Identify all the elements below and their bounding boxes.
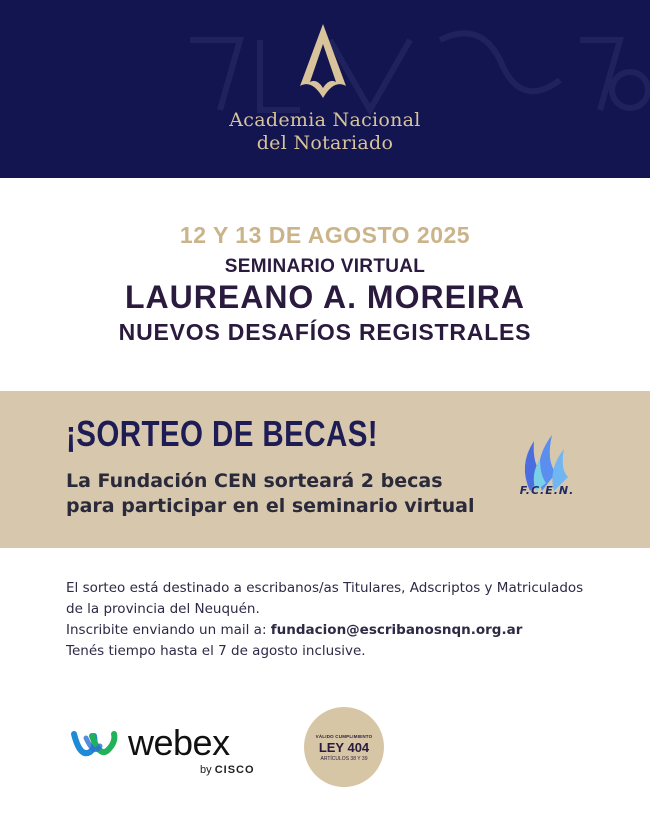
webex-logo (70, 722, 270, 782)
org-name-line2: del Notariado (256, 132, 394, 154)
seal-main-text: LEY 404 (318, 740, 370, 755)
raffle-description-line1: La Fundación CEN sorteará 2 becas (66, 470, 443, 492)
law-404-seal (304, 707, 384, 787)
raffle-title: ¡SORTEO DE BECAS! (66, 413, 379, 454)
info-line: de la provincia del Neuquén. (66, 601, 260, 617)
info-email-prefix: Inscribite enviando un mail a: (66, 622, 271, 638)
info-line: El sorteo está destinado a escribanos/as Titulares, Adscriptos y Matriculados (66, 580, 584, 596)
event-section (0, 178, 650, 391)
speaker-name: LAUREANO A. MOREIRA (124, 279, 526, 315)
info-line: Tenés tiempo hasta el 7 de agosto inclusive. (66, 643, 366, 659)
webex-by-cisco (200, 764, 255, 776)
cisco-label: CISCO (214, 764, 255, 776)
event-kind: SEMINARIO VIRTUAL (224, 256, 426, 277)
webex-by: by (200, 764, 212, 776)
event-topic: NUEVOS DESAFÍOS REGISTRALES (118, 319, 532, 345)
webex-wordmark: webex (128, 722, 230, 763)
contact-email[interactable]: fundacion@escribanosnqn.org.ar (270, 622, 523, 638)
info-line-email (66, 620, 626, 641)
header-banner (0, 0, 650, 178)
info-section (66, 578, 626, 662)
academia-logo-icon (296, 24, 350, 102)
event-date: 12 Y 13 DE AGOSTO 2025 (179, 222, 471, 248)
seal-top-text: VÁLIDO CUMPLIMIENTO (315, 734, 373, 739)
org-name-line1: Academia Nacional (229, 109, 421, 131)
raffle-banner (0, 391, 650, 548)
fcen-label: F.C.E.N. (519, 484, 575, 497)
webex-mark-icon (70, 728, 120, 760)
raffle-description-line2: para participar en el seminario virtual (66, 495, 475, 517)
seal-bottom-text: ARTÍCULOS 38 Y 39 (320, 756, 368, 762)
